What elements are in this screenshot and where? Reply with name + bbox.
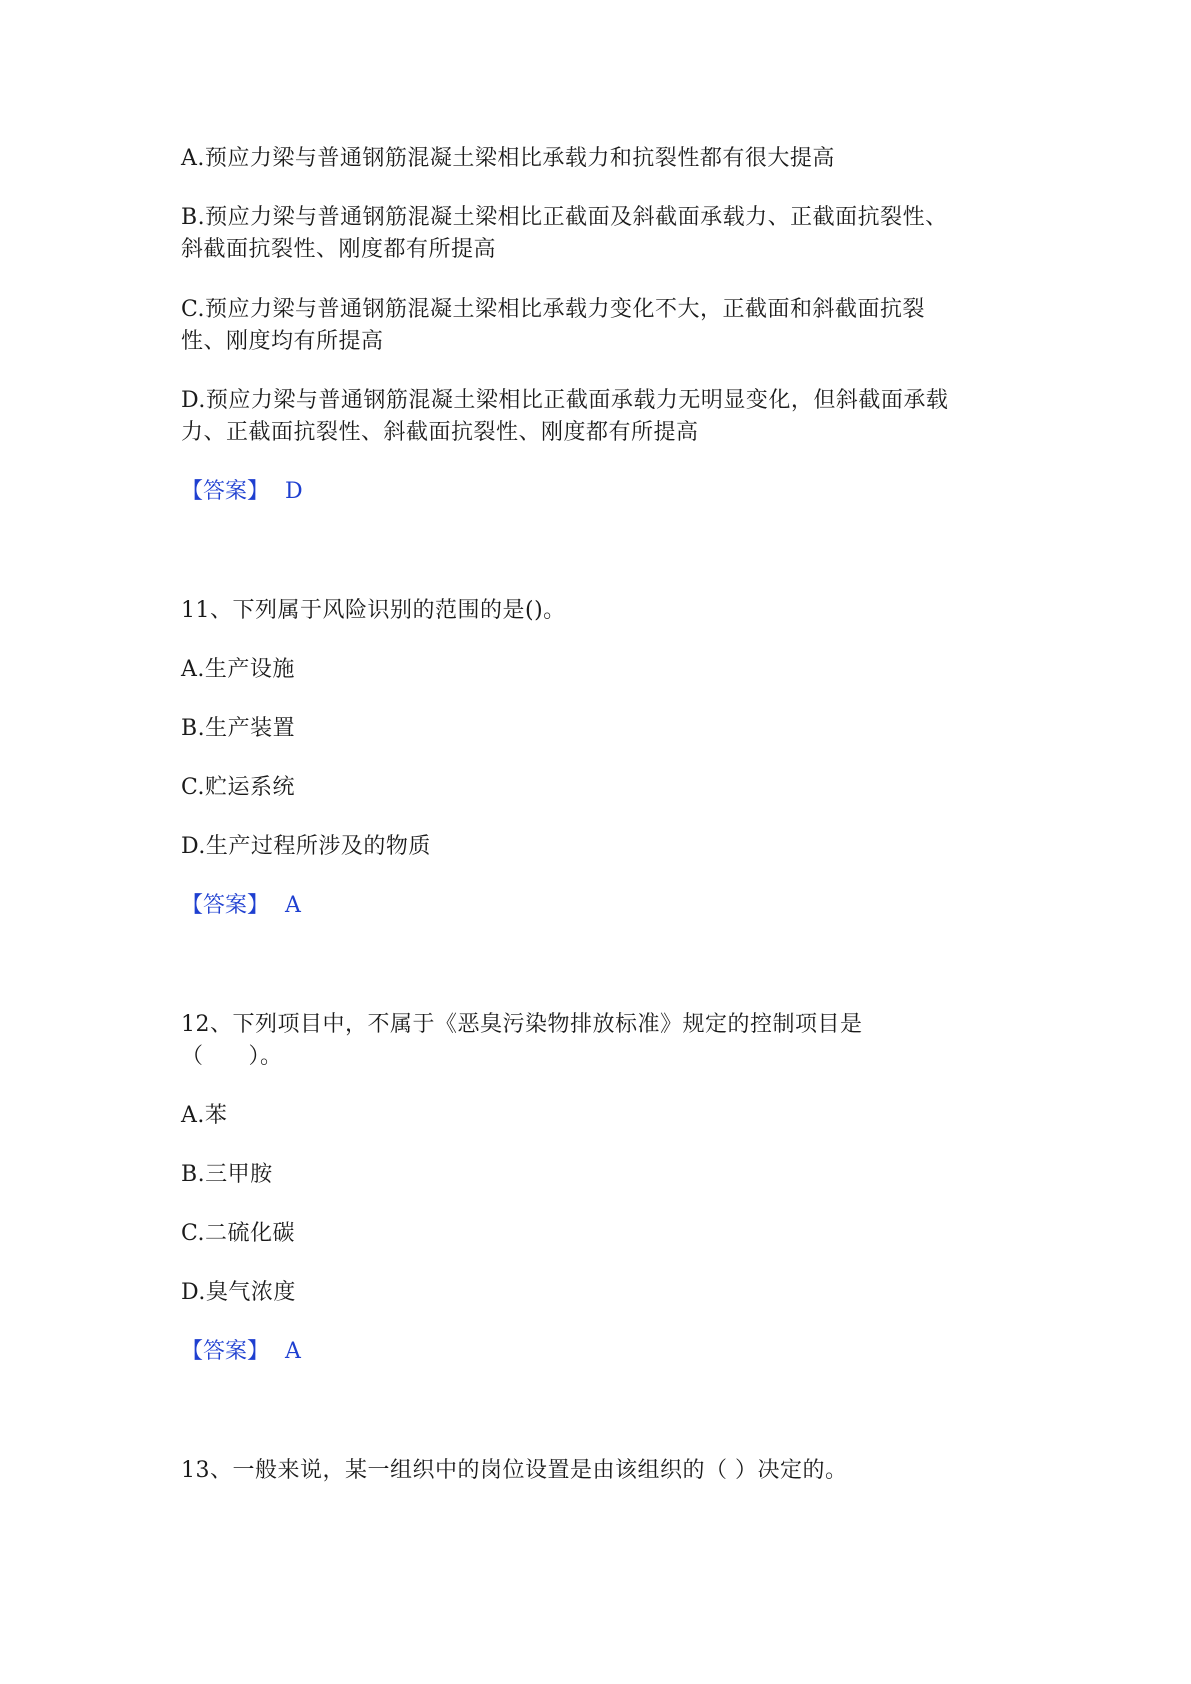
q12-option-d: D.臭气浓度 xyxy=(181,1280,296,1305)
q11-option-b: B.生产装置 xyxy=(181,716,296,741)
q13-question: 13、一般来说，某一组织中的岗位设置是由该组织的（ ）决定的。 xyxy=(181,1458,848,1483)
answer-tag: 【答案】 xyxy=(181,1339,270,1364)
answer-value: A xyxy=(285,893,301,918)
q10-option-b-line2: 斜截面抗裂性、刚度都有所提高 xyxy=(181,237,497,262)
answer-value: D xyxy=(285,479,303,504)
q12-option-a: A.苯 xyxy=(181,1103,228,1128)
q11-option-a: A.生产设施 xyxy=(181,657,295,682)
q12-question-line2: （ ）。 xyxy=(181,1044,283,1069)
q10-option-c-line2: 性、刚度均有所提高 xyxy=(181,329,384,354)
q12-option-b: B.三甲胺 xyxy=(181,1162,273,1187)
q11-question: 11、下列属于风险识别的范围的是()。 xyxy=(181,598,566,623)
q10-option-d-line1: D.预应力梁与普通钢筋混凝土梁相比正截面承载力无明显变化，但斜截面承载 xyxy=(181,388,949,413)
q11-option-c: C.贮运系统 xyxy=(181,775,296,800)
q11-option-d: D.生产过程所涉及的物质 xyxy=(181,834,431,859)
q10-option-d-line2: 力、正截面抗裂性、斜截面抗裂性、刚度都有所提高 xyxy=(181,420,699,445)
q10-option-c-line1: C.预应力梁与普通钢筋混凝土梁相比承载力变化不大，正截面和斜截面抗裂 xyxy=(181,297,926,322)
answer-tag: 【答案】 xyxy=(181,479,270,504)
q10-answer xyxy=(181,477,303,507)
q10-option-b-line1: B.预应力梁与普通钢筋混凝土梁相比正截面及斜截面承载力、正截面抗裂性、 xyxy=(181,205,948,230)
answer-tag: 【答案】 xyxy=(181,893,270,918)
q12-answer xyxy=(181,1337,301,1367)
q11-answer xyxy=(181,891,301,921)
answer-value: A xyxy=(285,1339,301,1364)
q12-question-line1: 12、下列项目中，不属于《恶臭污染物排放标准》规定的控制项目是 xyxy=(181,1012,863,1037)
q10-option-a: A.预应力梁与普通钢筋混凝土梁相比承载力和抗裂性都有很大提高 xyxy=(181,146,835,171)
q12-option-c: C.二硫化碳 xyxy=(181,1221,296,1246)
